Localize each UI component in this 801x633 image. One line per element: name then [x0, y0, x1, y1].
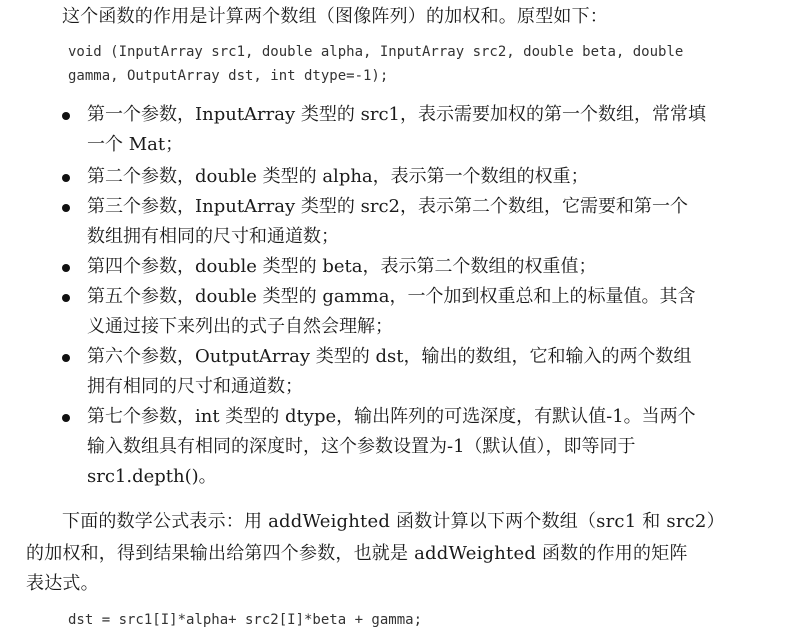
list-item-line: 第七个参数，int 类型的 dtype，输出阵列的可选深度，有默认值-1。当两个 [87, 406, 696, 427]
formula-paragraph-line-3: 表达式。 [26, 573, 99, 594]
list-item-line: 第三个参数，InputArray 类型的 src2，表示第二个数组，它需要和第一个 [87, 196, 688, 217]
formula-paragraph-line-2: 的加权和，得到结果输出给第四个参数，也就是 addWeighted 函数的作用的矩阵 [26, 543, 688, 564]
list-item-line: 输入数组具有相同的深度时，这个参数设置为-1（默认值），即等同于 [87, 436, 636, 457]
list-item [62, 282, 762, 342]
list-item-line: 第五个参数，double 类型的 gamma，一个加到权重总和上的标量值。其含 [87, 286, 696, 307]
intro-paragraph: 这个函数的作用是计算两个数组（图像阵列）的加权和。原型如下： [62, 6, 608, 27]
bullet-dot-icon [62, 294, 70, 302]
bullet-dot-icon [62, 264, 70, 272]
list-item [62, 162, 762, 192]
list-item-line: 数组拥有相同的尺寸和通道数； [87, 226, 339, 247]
prototype-code-line-1: void (InputArray src1, double alpha, InputArray src2, double beta, double [68, 44, 684, 60]
formula-paragraph-line-1: 下面的数学公式表示：用 addWeighted 函数计算以下两个数组（src1 和 src2） [62, 511, 725, 532]
prototype-code-line-2: gamma, OutputArray dst, int dtype=-1); [68, 68, 389, 84]
list-item-line: 第一个参数，InputArray 类型的 src1，表示需要加权的第一个数组，常常填 [87, 104, 706, 125]
bullet-dot-icon [62, 204, 70, 212]
formula-code: dst = src1[I]*alpha+ src2[I]*beta + gamma; [68, 612, 423, 628]
list-item [62, 342, 762, 402]
list-item-line: 一个 Mat； [87, 134, 184, 155]
list-item [62, 100, 762, 160]
bullet-dot-icon [62, 174, 70, 182]
list-item-line: 第六个参数，OutputArray 类型的 dst，输出的数组，它和输入的两个数组 [87, 346, 692, 367]
list-item-line: 拥有相同的尺寸和通道数； [87, 376, 303, 397]
list-item [62, 252, 762, 282]
bullet-dot-icon [62, 354, 70, 362]
bullet-dot-icon [62, 112, 70, 120]
list-item [62, 192, 762, 252]
list-item-line: 义通过接下来列出的式子自然会理解； [87, 316, 393, 337]
list-item-line: 第二个参数，double 类型的 alpha，表示第一个数组的权重； [87, 166, 589, 187]
list-item-line: 第四个参数，double 类型的 beta，表示第二个数组的权重值； [87, 256, 597, 277]
bullet-dot-icon [62, 414, 70, 422]
list-item [62, 402, 762, 492]
parameter-list [62, 100, 762, 492]
list-item-line: src1.depth()。 [87, 466, 217, 487]
